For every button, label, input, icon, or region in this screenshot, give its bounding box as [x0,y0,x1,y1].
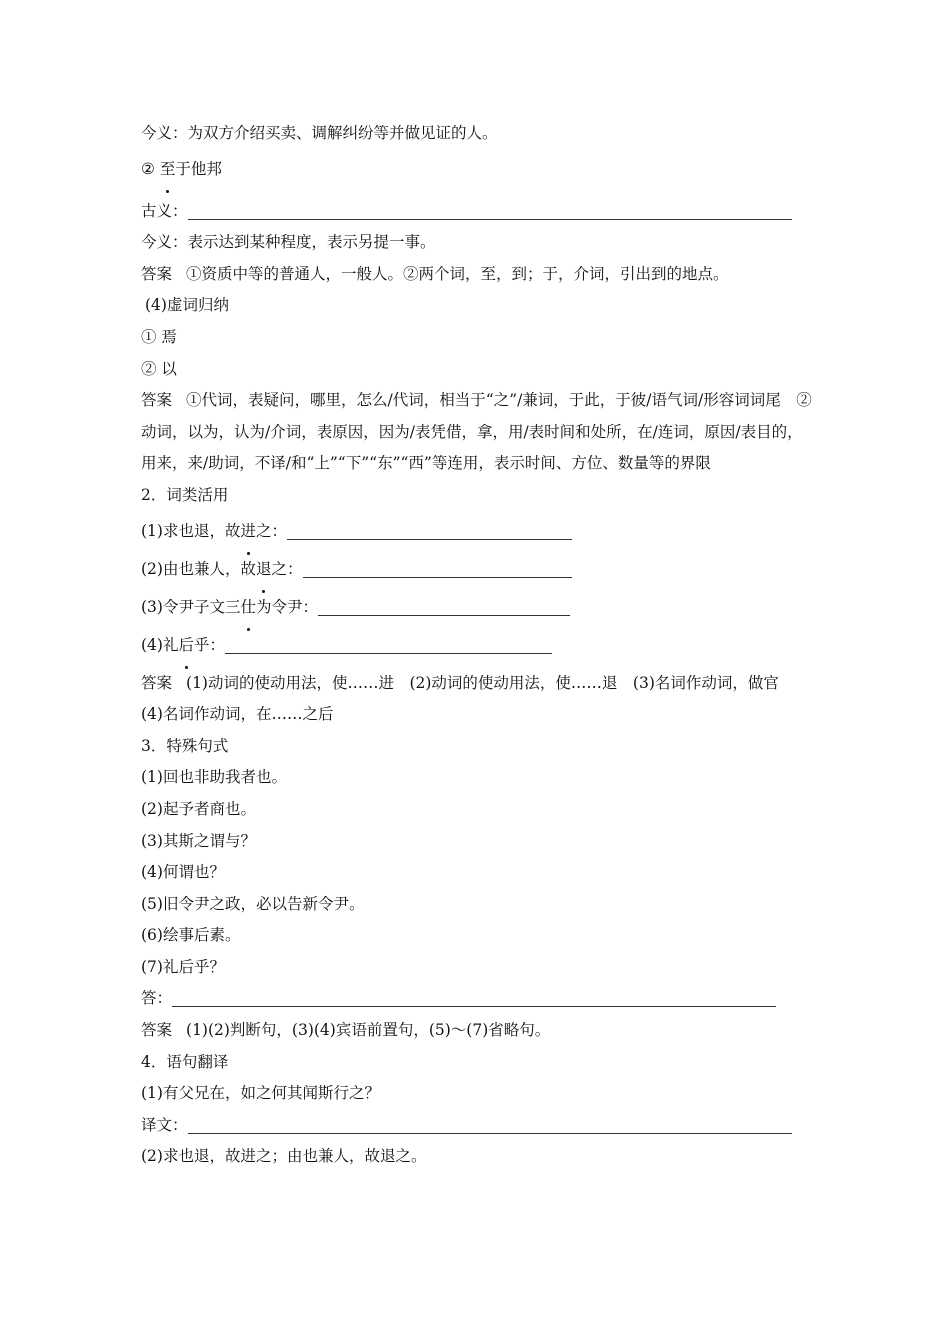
answer-text: (1)(2)判断句，(3)(4)宾语前置句，(5)～(7)省略句。 [186,1021,551,1040]
question-text: (1)求也退，故 [141,521,241,540]
answer-1 [141,259,816,291]
section-heading-cilei: 2．词类活用 [141,485,229,504]
answer-3 [141,668,816,731]
answer-text: ①资质中等的普通人，一般人。②两个词，至，到；于，介词，引出到的地点。 [186,264,729,283]
cilei-q1 [141,512,816,550]
answer-label: 答案 [141,1021,173,1040]
answer-text: ①代词，表疑问，哪里，怎么/代词，相当于“之”/兼词，于此，于彼/语气词/形容词词尾 ②动词，以为，认为/介词，表原因，因为/表凭借，拿，用/表时间和处所，在/连词，原因/表目的，用来，来/助词，不译/和“上”“下”“东”“西”等连用，表示时间、方位、数量等的界限 [141,391,812,473]
fanyi-q2: (2)求也退，故进之；由也兼人，故退之。 [141,1147,427,1166]
question-text: 乎： [193,635,225,654]
section-heading-jushi: 3．特殊句式 [141,736,229,755]
yiwen-line [141,1110,816,1142]
answer-4 [141,1015,816,1047]
jushi-item: (5)旧令尹之政，必以告新令尹。 [141,894,365,913]
section-heading-xuci: (4)虚词归纳 [145,296,229,315]
item-2-text: 于他邦 [175,159,222,178]
cilei-q3-answer-blank[interactable] [318,614,570,616]
xuci-item-yan: ① 焉 [141,327,177,346]
jushi-item: (3)其斯之谓与？ [141,831,256,850]
answer-label: 答案 [141,264,173,283]
answer-label: 答案 [141,673,173,692]
jushi-item: (6)绘事后素。 [141,926,241,945]
fanyi-q1: (1)有父兄在，如之何其闻斯行之？ [141,1084,380,1103]
cilei-q2 [141,550,816,588]
emphasis-dot-char: 至 [160,150,176,188]
answer-label: 答案 [141,391,173,410]
question-text: (2)由也兼人，故 [141,559,256,578]
cilei-q4 [141,626,816,664]
guyi-answer-blank[interactable] [188,218,792,220]
question-text: (3)令尹子文三 [141,597,241,616]
question-text: 为令尹： [255,597,318,616]
emphasis-dot-char: 仕 [240,588,256,626]
jushi-item: (7)礼后乎？ [141,957,225,976]
question-text: 之： [271,559,303,578]
cilei-q3 [141,588,816,626]
answer-text: (1)动词的使动用法，使……进 (2)动词的使动用法，使……退 (3)名词作动词，做官 (4)名词作动词，在……之后 [141,673,795,724]
item-2-number: ② [141,159,160,178]
jushi-answer-blank[interactable] [172,1005,776,1007]
jushi-answer-line [141,983,816,1015]
yiwen-label: 译文： [141,1115,188,1134]
emphasis-dot-char: 进 [240,512,256,550]
xuci-item-yi: ② 以 [141,359,177,378]
jushi-item: (1)回也非助我者也。 [141,768,287,787]
cilei-q2-answer-blank[interactable] [303,576,572,578]
question-text: 之： [255,521,287,540]
guyi-line [141,196,816,228]
yiwen-answer-blank[interactable] [188,1132,792,1134]
jushi-item: (2)起予者商也。 [141,799,256,818]
document-page [141,118,816,1173]
answer-2 [141,385,816,480]
da-label: 答： [141,989,173,1008]
cilei-q1-answer-blank[interactable] [287,538,572,540]
jushi-item: (4)何谓也？ [141,863,225,882]
jinyi-line-2: 今义：表示达到某种程度，表示另提一事。 [141,233,436,252]
emphasis-dot-char: 退 [256,550,272,588]
jinyi-line-1: 今义：为双方介绍买卖、调解纠纷等并做见证的人。 [141,124,498,142]
question-text: (4)礼 [141,635,179,654]
item-2-zhiyu [141,150,816,188]
section-heading-fanyi: 4．语句翻译 [141,1052,229,1071]
guyi-label: 古义： [141,201,188,220]
emphasis-dot-char: 后 [178,626,194,664]
cilei-q4-answer-blank[interactable] [225,652,552,654]
